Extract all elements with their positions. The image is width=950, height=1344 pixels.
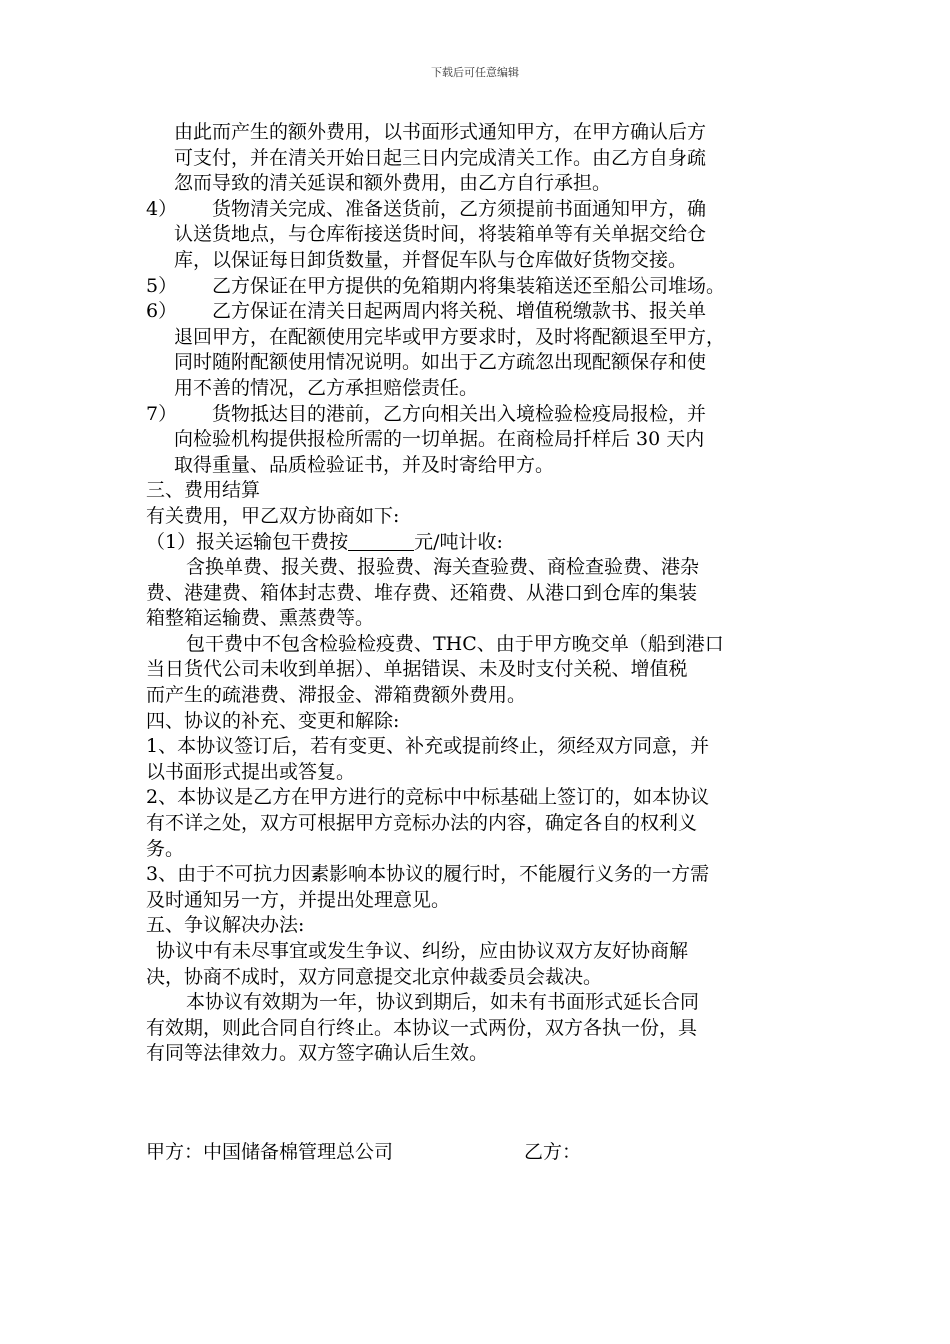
paragraph-line: 有不详之处，双方可根据甲方竞标办法的内容，确定各自的权利义 bbox=[146, 812, 698, 835]
paragraph-line: 向检验机构提供报检所需的一切单据。在商检局扦样后 30 天内 bbox=[174, 428, 705, 451]
paragraph-line: 取得重量、品质检验证书，并及时寄给甲方。 bbox=[174, 453, 555, 476]
paragraph-line: 含换单费、报关费、报验费、海关查验费、商检查验费、港杂 bbox=[186, 556, 700, 579]
item-number: 6） bbox=[146, 300, 178, 323]
paragraph-line: 及时通知另一方，并提出处理意见。 bbox=[146, 888, 451, 911]
item-text: 货物抵达目的港前，乙方向相关出入境检验检疫局报检，并 bbox=[212, 402, 707, 425]
item-number: 7） bbox=[146, 402, 178, 425]
paragraph-line: 本协议有效期为一年，协议到期后，如未有书面形式延长合同 bbox=[186, 991, 700, 1014]
item-5-line-1 bbox=[146, 274, 816, 300]
item-text: 货物清关完成、准备送货前，乙方须提前书面通知甲方，确 bbox=[212, 197, 707, 220]
fee-blank-field bbox=[348, 531, 414, 551]
paragraph-line: 箱整箱运输费、熏蒸费等。 bbox=[146, 607, 375, 630]
fee-clause bbox=[146, 530, 816, 556]
item-7-line-1 bbox=[146, 402, 816, 428]
item-text: 乙方保证在清关日起两周内将关税、增值税缴款书、报关单 bbox=[212, 300, 707, 323]
signature-block bbox=[146, 1139, 816, 1165]
paragraph-line: 而产生的疏港费、滞报金、滞箱费额外费用。 bbox=[146, 684, 527, 707]
paragraph-line: 以书面形式提出或答复。 bbox=[146, 760, 356, 783]
paragraph-line: 由此而产生的额外费用，以书面形式通知甲方，在甲方确认后方 bbox=[174, 121, 707, 143]
paragraph-line: 包干费中不包含检验检疫费、THC、由于甲方晚交单（船到港口 bbox=[186, 632, 724, 655]
paragraph-line: 务。 bbox=[146, 837, 185, 860]
item-4-line-1 bbox=[146, 197, 816, 223]
paragraph-line: 认送货地点，与仓库衔接送货时间，将装箱单等有关单据交给仓 bbox=[174, 223, 707, 246]
item-number: 5） bbox=[146, 274, 178, 297]
fee-suffix: 元/吨计收: bbox=[414, 530, 503, 553]
section-4-heading: 四、协议的补充、变更和解除: bbox=[146, 709, 400, 732]
paragraph-line: 忽而导致的清关延误和额外费用，由乙方自行承担。 bbox=[174, 172, 612, 195]
paragraph-line: 决，协商不成时，双方同意提交北京仲裁委员会裁决。 bbox=[146, 965, 603, 988]
paragraph-line: 费、港建费、箱体封志费、堆存费、还箱费、从港口到仓库的集装 bbox=[146, 581, 698, 604]
paragraph-line: 有效期，则此合同自行终止。本协议一式两份，双方各执一份，具 bbox=[146, 1016, 698, 1039]
section-3-heading: 三、费用结算 bbox=[146, 479, 261, 502]
paragraph-line: 退回甲方，在配额使用完毕或甲方要求时，及时将配额退至甲方， bbox=[174, 325, 726, 348]
paragraph-line: 3、由于不可抗力因素影响本协议的履行时，不能履行义务的一方需 bbox=[146, 863, 710, 886]
page-header-note: 下载后可任意编辑 bbox=[431, 66, 519, 79]
paragraph-line: 同时随附配额使用情况说明。如出于乙方疏忽出现配额保存和使 bbox=[174, 351, 707, 374]
paragraph-line: 库，以保证每日卸货数量，并督促车队与仓库做好货物交接。 bbox=[174, 248, 688, 271]
paragraph-line: 当日货代公司未收到单据）、单据错误、未及时支付关税、增值税 bbox=[146, 658, 688, 681]
contract-body bbox=[146, 120, 816, 1165]
paragraph-line: 用不善的情况，乙方承担赔偿责任。 bbox=[174, 376, 479, 399]
section-5-heading: 五、争议解决办法: bbox=[146, 914, 305, 937]
item-text: 乙方保证在甲方提供的免箱期内将集装箱送还至船公司堆场。 bbox=[212, 274, 726, 297]
paragraph-line: 2、本协议是乙方在甲方进行的竞标中中标基础上签订的，如本协议 bbox=[146, 786, 710, 809]
item-6-line-1 bbox=[146, 299, 816, 325]
paragraph-line: 1、本协议签订后，若有变更、补充或提前终止，须经双方同意，并 bbox=[146, 735, 710, 758]
fee-prefix: （1）报关运输包干费按 bbox=[146, 530, 349, 553]
signature-spacer bbox=[146, 1067, 816, 1139]
paragraph-line: 协议中有未尽事宜或发生争议、纠纷，应由协议双方友好协商解 bbox=[156, 940, 689, 962]
paragraph-line: 可支付，并在清关开始日起三日内完成清关工作。由乙方自身疏 bbox=[174, 146, 707, 169]
paragraph-line: 有同等法律效力。双方签字确认后生效。 bbox=[146, 1042, 489, 1065]
party-b-signature: 乙方： bbox=[524, 1140, 582, 1163]
paragraph-line: 有关费用，甲乙双方协商如下: bbox=[146, 504, 400, 527]
item-number: 4） bbox=[146, 197, 178, 220]
party-a-signature: 甲方：中国储备棉管理总公司 bbox=[146, 1140, 394, 1163]
